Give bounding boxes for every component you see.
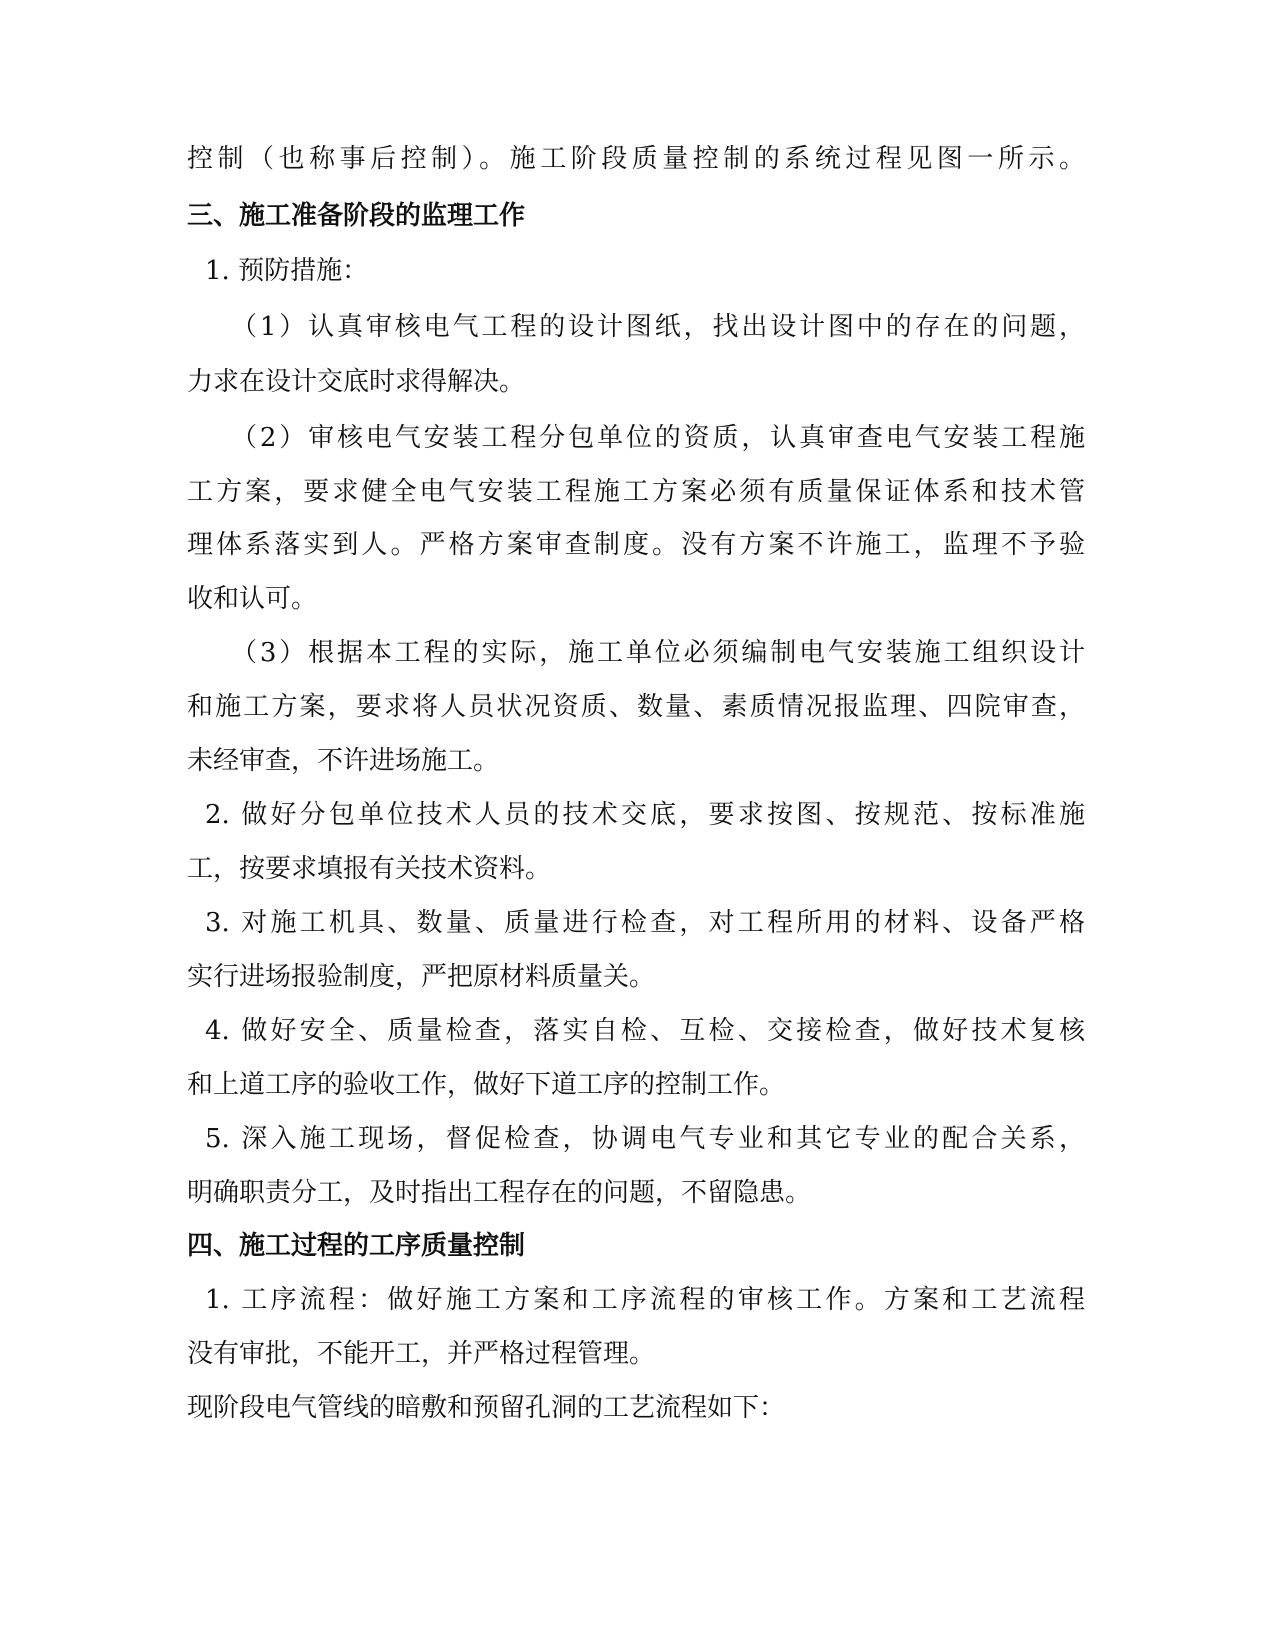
text-line: 5. 深入施工现场，督促检查，协调电气专业和其它专业的配合关系， [205, 1124, 1085, 1154]
text-line: 3. 对施工机具、数量、质量进行检查，对工程所用的材料、设备严格 [205, 908, 1085, 938]
text-line: （3）根据本工程的实际，施工单位必须编制电气安装施工组织设计 [231, 638, 1085, 668]
text-line: 工方案，要求健全电气安装工程施工方案必须有质量保证体系和技术管 [187, 477, 1085, 507]
text-line: 和上道工序的验收工作，做好下道工序的控制工作。 [187, 1070, 786, 1100]
text-line: 4. 做好安全、质量检查，落实自检、互检、交接检查，做好技术复核 [205, 1016, 1085, 1046]
text-line: （1）认真审核电气工程的设计图纸，找出设计图中的存在的问题， [231, 312, 1085, 342]
section-heading: 三、施工准备阶段的监理工作 [187, 201, 526, 231]
text-line: 和施工方案，要求将人员状况资质、数量、素质情况报监理、四院审查， [187, 692, 1085, 722]
text-line: 理体系落实到人。严格方案审查制度。没有方案不许施工，监理不予验 [187, 530, 1085, 560]
text-line: 没有审批，不能开工，并严格过程管理。 [187, 1339, 656, 1369]
text-line: （2）审核电气安装工程分包单位的资质，认真审查电气安装工程施 [231, 423, 1085, 453]
text-line: 现阶段电气管线的暗敷和预留孔洞的工艺流程如下： [187, 1393, 786, 1423]
text-line: 未经审查，不许进场施工。 [187, 746, 500, 776]
text-line: 实行进场报验制度，严把原材料质量关。 [187, 962, 656, 992]
text-line: 2. 做好分包单位技术人员的技术交底，要求按图、按规范、按标准施 [205, 800, 1085, 830]
text-line: 1. 工序流程：做好施工方案和工序流程的审核工作。方案和工艺流程 [205, 1285, 1085, 1315]
section-heading: 四、施工过程的工序质量控制 [187, 1231, 526, 1261]
text-line: 工，按要求填报有关技术资料。 [187, 854, 552, 884]
text-line: 收和认可。 [187, 584, 318, 614]
text-line: 力求在设计交底时求得解决。 [187, 367, 526, 397]
list-item-heading: 1. 预防措施： [205, 256, 369, 286]
text-line: 控制（也称事后控制）。施工阶段质量控制的系统过程见图一所示。 [187, 144, 1085, 174]
text-line: 明确职责分工，及时指出工程存在的问题，不留隐患。 [187, 1178, 812, 1208]
